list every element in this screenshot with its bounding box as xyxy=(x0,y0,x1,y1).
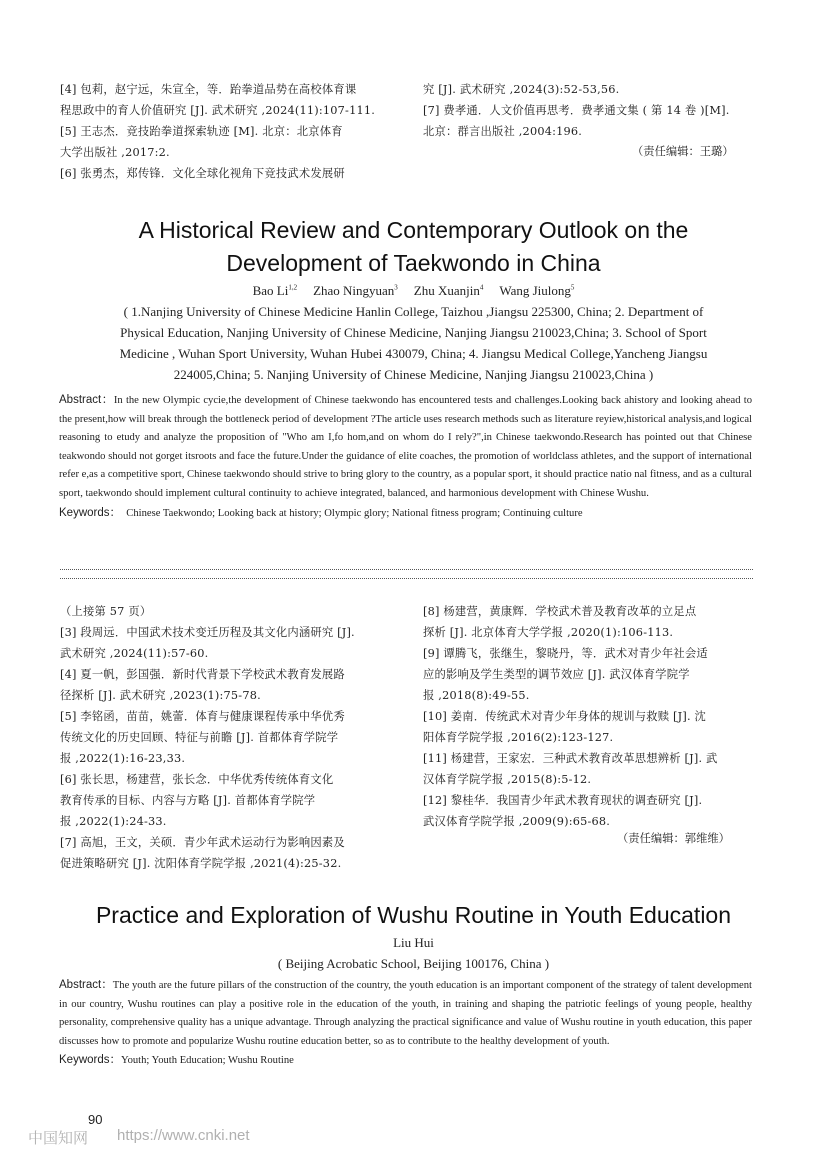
article-2-keywords-label: Keywords： xyxy=(59,1054,121,1066)
reference-line: [6] 张勇杰，郑传锋．文化全球化视角下竞技武术发展研 xyxy=(60,167,345,180)
article-2-abstract-text: The youth are the future pillars of the construction of the country, the youth education is an important component of the strategy of talent development in our country, Wushu routines can play a positive role in the education of the youth, in training and shaping the patriotic feelings of young people, healthy personality, comprehensive quality has a unique advantage. Through analyzing the practical significance and value of Wushu routine in youth education, this paper discusses how to promote and popularize Wushu routine education better, so as to contribute to the healthy development of youth. xyxy=(59,980,752,1047)
reference-line: [11] 杨建营，王家宏．三种武术教育改革思想辨析 [J]. 武 xyxy=(423,752,718,765)
author-name: Zhu Xuanjin xyxy=(413,283,480,298)
affiliation-line: 224005,China; 5. Nanjing University of Chinese Medicine, Nanjing Jiangsu 210023,China ) xyxy=(173,367,654,382)
article-1-authors xyxy=(55,283,772,299)
section-divider xyxy=(60,569,753,579)
reference-line: [7] 费孝通．人文价值再思考．费孝通文集 ( 第 14 卷 )[M]. xyxy=(423,104,730,117)
article-1 xyxy=(55,214,772,524)
article-1-title-line-1: A Historical Review and Contemporary Outlook on the xyxy=(138,217,689,243)
reference-line: 大学出版社 ,2017:2. xyxy=(60,146,170,159)
reference-line: 教育传承的目标、内容与方略 [J]. 首都体育学院学 xyxy=(60,794,316,807)
reference-line: [12] 黎桂华．我国青少年武术教育现状的调查研究 [J]. xyxy=(423,794,703,807)
author-name: Zhao Ningyuan xyxy=(313,283,395,298)
author-affiliation-mark: 3 xyxy=(394,283,398,292)
affiliation-line: ( 1.Nanjing University of Chinese Medicine Hanlin College, Taizhou ,Jiangsu 225300, China; 2. Department of xyxy=(123,304,704,319)
reference-line: 应的影响及学生类型的调节效应 [J]. 武汉体育学院学 xyxy=(423,668,690,681)
article-1-abstract xyxy=(59,391,752,503)
article-2 xyxy=(55,899,772,1071)
watermark-cnki-cn: 中国知网 xyxy=(28,1130,89,1147)
article-1-abstract-text: In the new Olympic cycie,the development of Chinese taekwondo has encountered tests and challenges.Looking back ahistory and looking ahead to the present,how will break through the bottleneck period of development ?The article uses research methods such as literature reyiew,historical analysis,and logical reasoning to etudy and analyze the proposition of "Who am I,fo hom,and on whom do I rely?",in Chinese taekwondo.Research has pointed out that Chinese teakwondo should not gorget itsroots and face the future.Under the guidance of elite coaches, the promotion of worldclass athletes, and the support of international refer e,as a competitive sport, Chinese taekwondo should strive to bring glory to the country, as a popular sport, it should practice natio nal fitness, and as a cultural sport, taekwondo should implement cultural continuity to achieve integrated, balanced, and harmonious development with Chinese Wushu. xyxy=(59,395,753,499)
reference-line: 程思政中的育人价值研究 [J]. 武术研究 ,2024(11):107-111. xyxy=(60,104,376,117)
reference-line: 报 ,2022(1):24-33. xyxy=(60,815,167,828)
reference-line: [9] 谭腾飞，张继生，黎晓丹，等．武术对青少年社会适 xyxy=(423,647,708,660)
article-2-abstract xyxy=(59,976,752,1051)
author xyxy=(414,283,484,298)
reference-line: 究 [J]. 武术研究 ,2024(3):52-53,56. xyxy=(423,83,620,96)
reference-line: [4] 包莉，赵宁远，朱宣全，等．跆拳道品势在高校体育课 xyxy=(60,83,357,96)
reference-line: 汉体育学院学报 ,2015(8):5-12. xyxy=(423,773,592,786)
reference-line: [8] 杨建营，黄康辉．学校武术普及教育改革的立足点 xyxy=(423,605,697,618)
article-1-title xyxy=(55,214,772,280)
reference-line: [5] 李铭函，苗苗，姚蕾．体育与健康课程传承中华优秀 xyxy=(60,710,345,723)
top-references-left xyxy=(60,79,400,184)
reference-line: 北京：群言出版社 ,2004:196. xyxy=(423,125,583,138)
article-2-abstract-label: Abstract： xyxy=(59,979,113,991)
article-1-title-line-2: Development of Taekwondo in China xyxy=(226,250,601,276)
article-2-affiliation: ( Beijing Acrobatic School, Beijing 100176, China ) xyxy=(277,956,550,971)
author-name: Wang Jiulong xyxy=(499,283,571,298)
article-1-keywords-text: Chinese Taekwondo; Looking back at history; Olympic glory; National fitness program; Continuing culture xyxy=(126,508,583,519)
page-number: 90 xyxy=(88,1112,103,1127)
author-name: Bao Li xyxy=(252,283,289,298)
reference-line: [5] 王志杰．竞技跆拳道探索轨迹 [M]. 北京：北京体育 xyxy=(60,125,343,138)
reference-line: 武汉体育学院学报 ,2009(9):65-68. xyxy=(423,815,611,828)
reference-line: 探析 [J]. 北京体育大学学报 ,2020(1):106-113. xyxy=(423,626,674,639)
reference-line: 报 ,2022(1):16-23,33. xyxy=(60,752,186,765)
article-1-affiliations xyxy=(55,301,772,385)
author xyxy=(253,283,298,298)
watermark-cnki-url: https://www.cnki.net xyxy=(117,1127,250,1144)
reference-line: [6] 张长思，杨建营，张长念．中华优秀传统体育文化 xyxy=(60,773,334,786)
reference-line: （上接第 57 页） xyxy=(60,605,152,618)
reference-line: 阳体育学院学报 ,2016(2):123-127. xyxy=(423,731,614,744)
top-references-right xyxy=(423,79,763,142)
author xyxy=(313,283,398,298)
reference-line: 武术研究 ,2024(11):57-60. xyxy=(60,647,209,660)
article-2-keywords-text: Youth; Youth Education; Wushu Routine xyxy=(121,1055,294,1066)
reference-line: [4] 夏一帆，彭国强．新时代背景下学校武术教育发展路 xyxy=(60,668,345,681)
article-2-keywords xyxy=(59,1051,772,1071)
article-2-title: Practice and Exploration of Wushu Routine in Youth Education xyxy=(95,902,732,928)
article-1-abstract-label: Abstract： xyxy=(59,394,114,406)
reference-line: 促进策略研究 [J]. 沈阳体育学院学报 ,2021(4):25-32. xyxy=(60,857,342,870)
article-1-keywords-label: Keywords： xyxy=(59,507,121,519)
reference-line: 报 ,2018(8):49-55. xyxy=(423,689,530,702)
affiliation-line: Medicine , Wuhan Sport University, Wuhan Hubei 430079, China; 4. Jiangsu Medical College,Yancheng Jiangsu xyxy=(119,346,708,361)
author-affiliation-mark: 5 xyxy=(570,283,575,292)
affiliation-line: Physical Education, Nanjing University of Chinese Medicine, Nanjing Jiangsu 210023,China; 3. School of Sport xyxy=(120,325,707,340)
mid-references-left xyxy=(60,601,405,874)
author-affiliation-mark: 4 xyxy=(479,283,484,292)
reference-line: [3] 段周远．中国武术技术变迁历程及其文化内涵研究 [J]. xyxy=(60,626,355,639)
mid-editor-note: （责任编辑：郭维维） xyxy=(617,832,730,845)
reference-line: [10] 姜南．传统武术对青少年身体的规训与救赎 [J]. 沈 xyxy=(423,710,707,723)
mid-references-right xyxy=(423,601,768,832)
article-2-author: Liu Hui xyxy=(393,935,434,950)
reference-line: [7] 高旭，王文，关硕．青少年武术运动行为影响因素及 xyxy=(60,836,345,849)
author-affiliation-mark: 1,2 xyxy=(288,283,298,292)
article-1-keywords xyxy=(59,504,772,524)
reference-line: 径探析 [J]. 武术研究 ,2023(1):75-78. xyxy=(60,689,261,702)
top-editor-note: （责任编辑：王璐） xyxy=(632,145,734,158)
author xyxy=(499,283,574,298)
reference-line: 传统文化的历史回顾、特征与前瞻 [J]. 首都体育学院学 xyxy=(60,731,339,744)
